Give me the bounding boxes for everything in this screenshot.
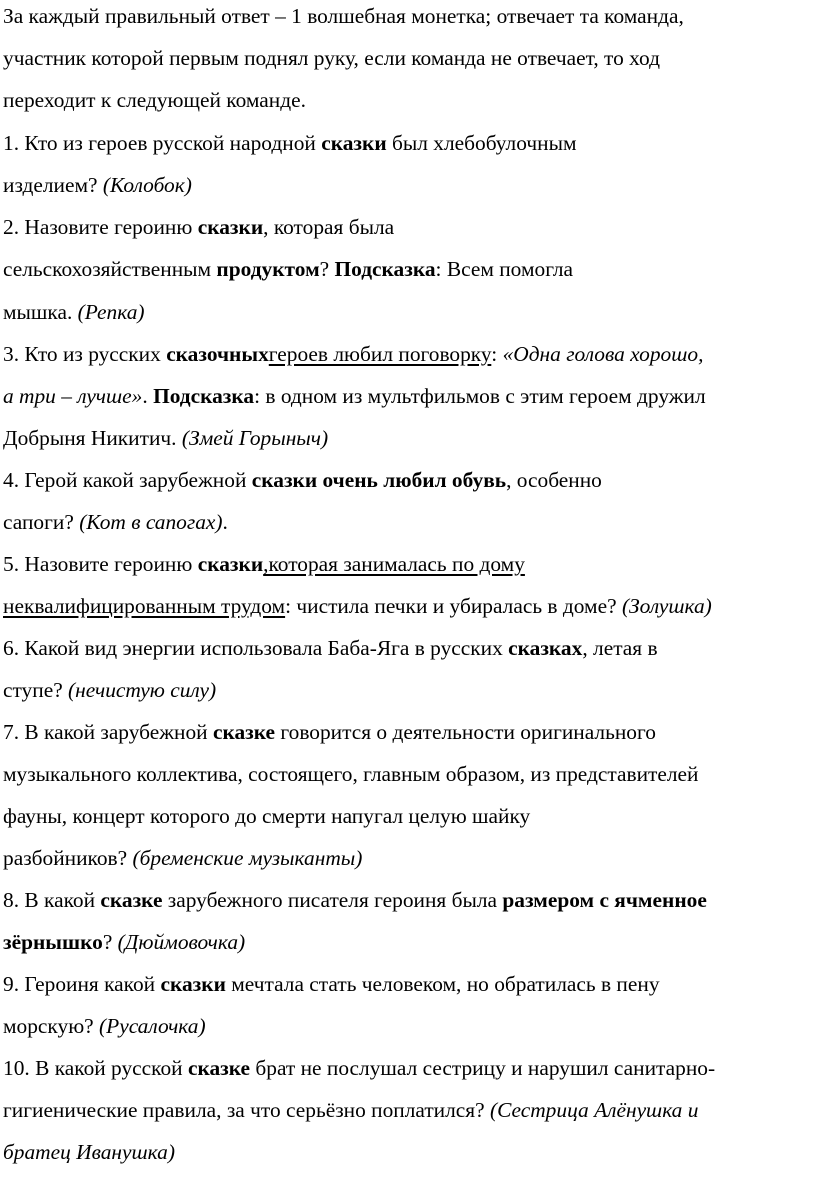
question-text: 2. Назовите героиню bbox=[3, 215, 198, 239]
answer-text: (Золушка) bbox=[621, 594, 712, 618]
question-text: зарубежного писателя героиня была bbox=[162, 888, 503, 912]
bold-term: сказках bbox=[508, 636, 583, 660]
question-5-line-1 bbox=[3, 551, 525, 577]
bold-term: сказки очень любил обувь bbox=[251, 468, 507, 492]
question-text: морскую? bbox=[3, 1014, 100, 1038]
hint-text: : Всем помогла bbox=[435, 257, 574, 281]
answer-text: (Колобок) bbox=[102, 173, 192, 197]
bold-term: размером с ячменное bbox=[502, 888, 707, 912]
answer-text: (бременские музыканты) bbox=[132, 846, 363, 870]
question-text: 8. В какой bbox=[3, 888, 101, 912]
question-text: 6. Какой вид энергии использовала Баба-Яга в русских bbox=[3, 636, 509, 660]
question-9-line-2 bbox=[3, 1013, 206, 1039]
question-text: 4. Герой какой зарубежной bbox=[3, 468, 252, 492]
answer-text: (Сестрица Алёнушка и bbox=[489, 1098, 699, 1122]
hint-text: Добрыня Никитич. bbox=[3, 426, 182, 450]
answer-text: (Змей Горыныч) bbox=[181, 426, 329, 450]
bold-term: зёрнышко bbox=[3, 930, 103, 954]
answer-text: (Репка) bbox=[77, 300, 145, 324]
question-3-line-3 bbox=[3, 425, 328, 451]
question-2-line-1 bbox=[3, 214, 394, 240]
question-text: ? bbox=[319, 257, 335, 281]
question-text: , которая была bbox=[263, 215, 395, 239]
question-text: 10. В какой русской bbox=[3, 1056, 188, 1080]
question-text: 7. В какой зарубежной bbox=[3, 720, 213, 744]
question-text: : bbox=[491, 342, 503, 366]
bold-term: сказки bbox=[160, 972, 226, 996]
question-text: 3. Кто из русских bbox=[3, 342, 167, 366]
question-text: : чистила печки и убиралась в доме? bbox=[285, 594, 622, 618]
quote-text: «Одна голова хорошо, bbox=[502, 342, 704, 366]
answer-text: (нечистую силу) bbox=[68, 678, 217, 702]
bold-term: сказке bbox=[187, 1056, 251, 1080]
question-3-line-1 bbox=[3, 341, 703, 367]
answer-text: (Дюймовочка) bbox=[117, 930, 246, 954]
question-text: гигиенические правила, за что серьёзно поплатился? bbox=[3, 1098, 490, 1122]
bold-term: сказочных bbox=[166, 342, 269, 366]
question-text: 1. Кто из героев русской народной bbox=[3, 131, 322, 155]
bold-term: продуктом bbox=[216, 257, 320, 281]
hint-text: мышка. bbox=[3, 300, 78, 324]
hint-label: Подсказка bbox=[334, 257, 436, 281]
hint-label: Подсказка bbox=[153, 384, 255, 408]
intro-text: За каждый правильный ответ – 1 волшебная монетка; отвечает та команда, bbox=[3, 4, 684, 28]
bold-term: сказке bbox=[100, 888, 163, 912]
question-text: брат не послушал сестрицу и нарушил санитарно- bbox=[250, 1056, 716, 1080]
question-10-line-2 bbox=[3, 1097, 698, 1123]
quote-text: а три – лучше» bbox=[3, 384, 143, 408]
question-6-line-2 bbox=[3, 677, 216, 703]
question-7-line-4 bbox=[3, 845, 362, 871]
question-5-line-2 bbox=[3, 593, 712, 619]
question-2-line-3 bbox=[3, 299, 145, 325]
question-text: изделием? bbox=[3, 173, 103, 197]
intro-text: переходит к следующей команде. bbox=[3, 88, 306, 112]
question-text: . bbox=[222, 510, 228, 534]
question-10-line-1 bbox=[3, 1055, 715, 1081]
question-10-line-3 bbox=[3, 1139, 175, 1165]
question-4-line-1 bbox=[3, 467, 602, 493]
intro-line-2 bbox=[3, 45, 660, 71]
question-text: 9. Героиня какой bbox=[3, 972, 161, 996]
question-text: сапоги? bbox=[3, 510, 80, 534]
question-1-line-2 bbox=[3, 172, 192, 198]
question-text: , особенно bbox=[506, 468, 602, 492]
question-4-line-2 bbox=[3, 509, 228, 535]
question-text: был хлебобулочным bbox=[386, 131, 577, 155]
bold-term: сказке bbox=[212, 720, 276, 744]
question-7-line-3 bbox=[3, 803, 530, 829]
question-text: мечтала стать человеком, но обратилась в пену bbox=[225, 972, 660, 996]
intro-line-3 bbox=[3, 87, 306, 113]
question-text: . bbox=[142, 384, 154, 408]
question-8-line-1 bbox=[3, 887, 707, 913]
question-text: ступе? bbox=[3, 678, 69, 702]
underlined-text: неквалифицированным трудом bbox=[3, 594, 286, 618]
bold-term: сказки bbox=[197, 552, 264, 576]
question-text: ? bbox=[102, 930, 118, 954]
question-6-line-1 bbox=[3, 635, 658, 661]
question-text: фауны, концерт которого до смерти напугал целую шайку bbox=[3, 804, 531, 828]
question-text: , летая в bbox=[582, 636, 658, 660]
answer-text: (Русалочка) bbox=[99, 1014, 206, 1038]
underlined-text: героев любил поговорку bbox=[268, 342, 492, 366]
question-1-line-1 bbox=[3, 130, 576, 156]
bold-term: сказки bbox=[197, 215, 264, 239]
question-text: говорится о деятельности оригинального bbox=[275, 720, 656, 744]
question-3-line-2 bbox=[3, 383, 706, 409]
question-8-line-2 bbox=[3, 929, 245, 955]
bold-term: сказки bbox=[321, 131, 387, 155]
hint-text: : в одном из мультфильмов с этим героем дружил bbox=[254, 384, 706, 408]
answer-text: (Кот в сапогах) bbox=[79, 510, 223, 534]
answer-text: братец Иванушка) bbox=[3, 1140, 175, 1164]
question-9-line-1 bbox=[3, 971, 660, 997]
question-text: сельскохозяйственным bbox=[3, 257, 217, 281]
question-7-line-1 bbox=[3, 719, 656, 745]
question-2-line-2 bbox=[3, 256, 573, 282]
question-text: музыкального коллектива, состоящего, главным образом, из представителей bbox=[3, 762, 699, 786]
intro-line-1 bbox=[3, 3, 684, 29]
question-7-line-2 bbox=[3, 761, 699, 787]
underlined-text: ,которая занималась по дому bbox=[263, 552, 525, 576]
question-text: 5. Назовите героиню bbox=[3, 552, 198, 576]
intro-text: участник которой первым поднял руку, если команда не отвечает, то ход bbox=[3, 46, 661, 70]
question-text: разбойников? bbox=[3, 846, 133, 870]
